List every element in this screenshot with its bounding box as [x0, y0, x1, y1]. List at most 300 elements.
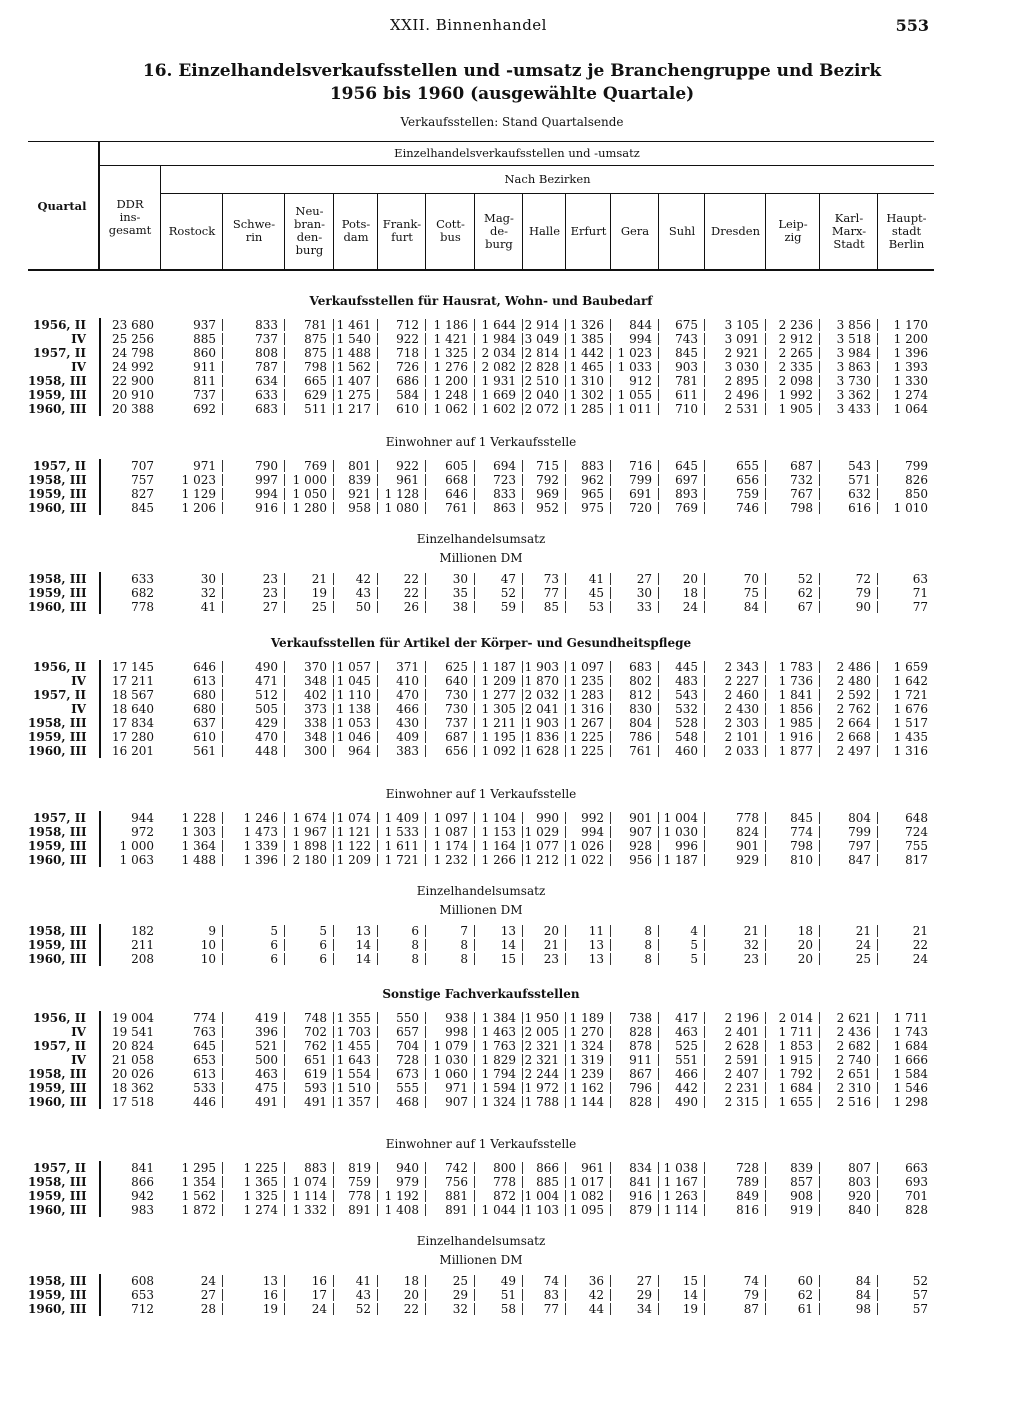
cell-bezirk-value: 1 211 [481, 716, 516, 730]
row-column-divider [425, 1054, 426, 1066]
row-column-divider [877, 1190, 878, 1202]
cell-bezirk-value: 903 [675, 360, 698, 374]
row-column-divider [877, 1082, 878, 1094]
table-row [28, 1039, 934, 1053]
cell-bezirk-value: 1 235 [569, 674, 604, 688]
cell-bezirk-value: 2 921 [724, 346, 759, 360]
row-column-divider [704, 661, 705, 673]
cell-bezirk-value: 1 763 [481, 1039, 516, 1053]
cell-bezirk-value: 1 097 [433, 811, 468, 825]
row-column-divider [333, 661, 334, 673]
cell-bezirk-value: 1 225 [243, 1161, 278, 1175]
header-bezirk-column [224, 193, 284, 269]
table-row [28, 572, 934, 586]
row-quartal: 1960, III [28, 1095, 87, 1109]
cell-bezirk-value: 471 [255, 674, 278, 688]
cell-bezirk-value: 1 004 [663, 811, 698, 825]
cell-bezirk-value: 819 [348, 1161, 371, 1175]
cell-bezirk-value: 1 788 [524, 1095, 559, 1109]
cell-bezirk-value: 911 [629, 1053, 652, 1067]
row-column-divider [522, 587, 523, 599]
row-column-divider [377, 375, 378, 387]
row-column-divider [658, 1204, 659, 1216]
row-column-divider [284, 675, 285, 687]
row-quartal: 1959, III [28, 1288, 87, 1302]
cell-bezirk-value: 21 [743, 924, 759, 938]
row-column-divider [284, 1162, 285, 1174]
row-column-divider [425, 1012, 426, 1024]
row-column-divider [222, 1162, 223, 1174]
cell-ddr-total: 17 211 [112, 674, 154, 688]
cell-bezirk-value: 762 [304, 1039, 327, 1053]
cell-bezirk-value: 743 [675, 332, 698, 346]
row-column-divider [610, 717, 611, 729]
row-column-divider [765, 1054, 766, 1066]
row-divider-quartal [99, 487, 101, 501]
row-column-divider [474, 403, 475, 415]
row-column-divider [377, 587, 378, 599]
row-column-divider [333, 826, 334, 838]
cell-bezirk-value: 2 227 [724, 674, 759, 688]
cell-bezirk-value: 2 040 [524, 388, 559, 402]
cell-bezirk-value: 490 [675, 1095, 698, 1109]
cell-bezirk-value: 30 [452, 572, 468, 586]
table-row [28, 702, 934, 716]
row-column-divider [522, 488, 523, 500]
row-column-divider [222, 953, 223, 965]
cell-bezirk-value: 24 [682, 600, 698, 614]
cell-bezirk-value: 85 [543, 600, 559, 614]
cell-bezirk-value: 911 [193, 360, 216, 374]
cell-bezirk-value: 1 931 [481, 374, 516, 388]
cell-bezirk-value: 1 339 [243, 839, 278, 853]
cell-bezirk-value: 992 [581, 811, 604, 825]
cell-bezirk-value: 2 321 [524, 1039, 559, 1053]
row-column-divider [522, 953, 523, 965]
cell-bezirk-value: 965 [581, 487, 604, 501]
cell-bezirk-value: 23 [743, 952, 759, 966]
row-column-divider [284, 1303, 285, 1315]
row-quartal: 1960, III [28, 1302, 87, 1316]
cell-bezirk-value: 2 321 [524, 1053, 559, 1067]
cell-bezirk-value: 2 664 [836, 716, 871, 730]
cell-bezirk-value: 1 057 [336, 660, 371, 674]
row-column-divider [819, 675, 820, 687]
row-divider-quartal [99, 600, 101, 614]
cell-bezirk-value: 19 [682, 1302, 698, 1316]
row-column-divider [704, 347, 705, 359]
cell-bezirk-value: 1 074 [292, 1175, 327, 1189]
cell-bezirk-value: 32 [743, 938, 759, 952]
cell-bezirk-value: 1 659 [893, 660, 928, 674]
row-column-divider [658, 573, 659, 585]
row-column-divider [522, 1162, 523, 1174]
cell-bezirk-value: 34 [636, 1302, 652, 1316]
row-column-divider [474, 854, 475, 866]
row-column-divider [522, 812, 523, 824]
cell-bezirk-value: 1 546 [893, 1081, 928, 1095]
cell-bezirk-value: 2 407 [724, 1067, 759, 1081]
row-divider-quartal [99, 660, 101, 674]
cell-bezirk-value: 2 762 [836, 702, 871, 716]
row-column-divider [425, 717, 426, 729]
cell-bezirk-value: 1 643 [336, 1053, 371, 1067]
row-column-divider [565, 953, 566, 965]
row-column-divider [284, 745, 285, 757]
row-column-divider [377, 939, 378, 951]
row-divider-quartal [99, 332, 101, 346]
row-column-divider [565, 939, 566, 951]
table-row [28, 1025, 934, 1039]
cell-bezirk-value: 2 310 [836, 1081, 871, 1095]
row-quartal: 1959, III [28, 1189, 87, 1203]
cell-bezirk-value: 640 [445, 674, 468, 688]
row-column-divider [333, 939, 334, 951]
cell-bezirk-value: 971 [445, 1081, 468, 1095]
cell-bezirk-value: 6 [270, 952, 278, 966]
row-column-divider [565, 661, 566, 673]
section-unit: Millionen DM [439, 903, 523, 917]
row-column-divider [377, 840, 378, 852]
table-row [28, 660, 934, 674]
cell-bezirk-value: 789 [736, 1175, 759, 1189]
table-row [28, 332, 934, 346]
cell-ddr-total: 24 798 [112, 346, 154, 360]
table-row [28, 586, 934, 600]
row-column-divider [819, 689, 820, 701]
row-column-divider [425, 1082, 426, 1094]
cell-bezirk-value: 1 114 [292, 1189, 327, 1203]
row-column-divider [765, 840, 766, 852]
header-rule-bottom [28, 269, 934, 271]
cell-bezirk-value: 1 836 [524, 730, 559, 744]
cell-bezirk-value: 2 668 [836, 730, 871, 744]
row-column-divider [284, 1204, 285, 1216]
row-column-divider [610, 375, 611, 387]
cell-bezirk-value: 996 [675, 839, 698, 853]
cell-ddr-total: 983 [131, 1203, 154, 1217]
cell-ddr-total: 944 [131, 811, 154, 825]
cell-bezirk-value: 994 [581, 825, 604, 839]
row-column-divider [610, 703, 611, 715]
row-column-divider [425, 460, 426, 472]
row-column-divider [284, 854, 285, 866]
cell-bezirk-value: 781 [304, 318, 327, 332]
row-column-divider [819, 1190, 820, 1202]
row-quartal: 1959, III [28, 586, 87, 600]
row-column-divider [610, 1303, 611, 1315]
row-column-divider [377, 1082, 378, 1094]
cell-bezirk-value: 961 [396, 473, 419, 487]
cell-bezirk-value: 798 [304, 360, 327, 374]
cell-bezirk-value: 811 [193, 374, 216, 388]
cell-bezirk-value: 1 050 [292, 487, 327, 501]
row-column-divider [222, 731, 223, 743]
cell-bezirk-value: 1 114 [663, 1203, 698, 1217]
cell-bezirk-value: 1 122 [336, 839, 371, 853]
row-column-divider [377, 1040, 378, 1052]
row-column-divider [658, 675, 659, 687]
cell-bezirk-value: 901 [629, 811, 652, 825]
row-column-divider [819, 953, 820, 965]
cell-bezirk-value: 1 856 [778, 702, 813, 716]
cell-bezirk-value: 790 [255, 459, 278, 473]
cell-bezirk-value: 1 711 [778, 1025, 813, 1039]
cell-bezirk-value: 891 [348, 1203, 371, 1217]
row-column-divider [765, 333, 766, 345]
row-column-divider [284, 939, 285, 951]
row-quartal: 1958, III [28, 572, 87, 586]
cell-bezirk-value: 20 [682, 572, 698, 586]
row-column-divider [474, 1068, 475, 1080]
cell-bezirk-value: 885 [193, 332, 216, 346]
cell-bezirk-value: 53 [588, 600, 604, 614]
row-column-divider [425, 573, 426, 585]
cell-bezirk-value: 737 [445, 716, 468, 730]
cell-bezirk-value: 463 [255, 1067, 278, 1081]
row-column-divider [610, 1040, 611, 1052]
row-column-divider [284, 502, 285, 514]
row-column-divider [284, 1096, 285, 1108]
cell-bezirk-value: 6 [319, 952, 327, 966]
cell-bezirk-value: 1 209 [336, 853, 371, 867]
cell-bezirk-value: 2 531 [724, 402, 759, 416]
row-column-divider [610, 587, 611, 599]
cell-ddr-total: 20 388 [112, 402, 154, 416]
row-column-divider [610, 731, 611, 743]
row-column-divider [877, 953, 878, 965]
row-column-divider [377, 1176, 378, 1188]
cell-bezirk-value: 730 [445, 702, 468, 716]
table-row [28, 473, 934, 487]
row-column-divider [658, 953, 659, 965]
row-column-divider [658, 703, 659, 715]
row-column-divider [819, 488, 820, 500]
row-quartal: 1959, III [28, 487, 87, 501]
cell-bezirk-value: 1 029 [524, 825, 559, 839]
row-column-divider [377, 717, 378, 729]
cell-bezirk-value: 1 674 [292, 811, 327, 825]
cell-bezirk-value: 77 [543, 586, 559, 600]
cell-ddr-total: 1 000 [119, 839, 154, 853]
cell-bezirk-value: 1 870 [524, 674, 559, 688]
row-column-divider [765, 1082, 766, 1094]
row-column-divider [658, 661, 659, 673]
cell-bezirk-value: 1 209 [481, 674, 516, 688]
row-column-divider [333, 1054, 334, 1066]
row-column-divider [704, 1068, 705, 1080]
row-column-divider [284, 1289, 285, 1301]
table-row [28, 1302, 934, 1316]
row-column-divider [819, 1026, 820, 1038]
cell-bezirk-value: 1 246 [243, 811, 278, 825]
cell-bezirk-value: 460 [675, 744, 698, 758]
row-column-divider [765, 1012, 766, 1024]
cell-bezirk-value: 839 [348, 473, 371, 487]
row-divider-quartal [99, 730, 101, 744]
table-row [28, 487, 934, 501]
row-column-divider [333, 587, 334, 599]
cell-bezirk-value: 867 [629, 1067, 652, 1081]
cell-bezirk-value: 799 [629, 473, 652, 487]
row-column-divider [658, 403, 659, 415]
row-column-divider [474, 661, 475, 673]
cell-bezirk-value: 956 [629, 853, 652, 867]
cell-bezirk-value: 634 [255, 374, 278, 388]
cell-bezirk-value: 922 [396, 459, 419, 473]
cell-bezirk-value: 43 [355, 1288, 371, 1302]
cell-bezirk-value: 1 104 [481, 811, 516, 825]
row-column-divider [284, 1082, 285, 1094]
cell-bezirk-value: 1 206 [181, 501, 216, 515]
row-column-divider [284, 812, 285, 824]
header-bezirk-column-line: bus [440, 230, 461, 244]
row-column-divider [222, 502, 223, 514]
cell-bezirk-value: 728 [396, 1053, 419, 1067]
row-column-divider [765, 1176, 766, 1188]
table-row [28, 346, 934, 360]
cell-bezirk-value: 613 [193, 674, 216, 688]
cell-bezirk-value: 14 [355, 938, 371, 952]
header-ddr-insgesamt-line: gesamt [108, 222, 152, 237]
cell-bezirk-value: 3 518 [836, 332, 871, 346]
cell-bezirk-value: 1 174 [433, 839, 468, 853]
cell-bezirk-value: 1 326 [569, 318, 604, 332]
cell-bezirk-value: 824 [736, 825, 759, 839]
header-column-divider [522, 193, 523, 271]
row-column-divider [658, 1082, 659, 1094]
row-column-divider [222, 1040, 223, 1052]
header-bezirk-column-line: Dresden [711, 223, 760, 238]
row-column-divider [819, 319, 820, 331]
cell-bezirk-value: 50 [355, 600, 371, 614]
row-column-divider [610, 347, 611, 359]
cell-bezirk-value: 680 [193, 702, 216, 716]
cell-bezirk-value: 8 [411, 952, 419, 966]
section-heading: Verkaufsstellen für Hausrat, Wohn- und Baubedarf [309, 294, 653, 308]
cell-bezirk-value: 1 666 [893, 1053, 928, 1067]
row-column-divider [377, 1012, 378, 1024]
row-column-divider [658, 1275, 659, 1287]
cell-bezirk-value: 1 022 [569, 853, 604, 867]
row-column-divider [819, 1204, 820, 1216]
cell-bezirk-value: 20 [403, 1288, 419, 1302]
row-column-divider [522, 389, 523, 401]
cell-bezirk-value: 2 814 [524, 346, 559, 360]
header-bezirk-column-line: Neu- [295, 204, 324, 218]
row-column-divider [522, 375, 523, 387]
row-column-divider [877, 689, 878, 701]
cell-bezirk-value: 3 730 [836, 374, 871, 388]
cell-bezirk-value: 833 [493, 487, 516, 501]
cell-bezirk-value: 1 829 [481, 1053, 516, 1067]
row-column-divider [474, 840, 475, 852]
header-column-divider [474, 193, 475, 271]
row-column-divider [819, 375, 820, 387]
cell-bezirk-value: 796 [629, 1081, 652, 1095]
cell-bezirk-value: 1 324 [481, 1095, 516, 1109]
cell-bezirk-value: 1 642 [893, 674, 928, 688]
row-column-divider [704, 1176, 705, 1188]
cell-bezirk-value: 883 [304, 1161, 327, 1175]
cell-bezirk-value: 1 187 [481, 660, 516, 674]
cell-bezirk-value: 1 743 [893, 1025, 928, 1039]
row-column-divider [474, 333, 475, 345]
row-column-divider [425, 1275, 426, 1287]
cell-bezirk-value: 875 [304, 332, 327, 346]
row-column-divider [765, 731, 766, 743]
header-column-divider [284, 193, 285, 271]
header-quartal: Quartal [37, 198, 87, 213]
cell-bezirk-value: 655 [736, 459, 759, 473]
row-column-divider [377, 389, 378, 401]
row-column-divider [704, 1303, 705, 1315]
row-column-divider [877, 319, 878, 331]
row-column-divider [377, 1068, 378, 1080]
row-column-divider [425, 1176, 426, 1188]
row-column-divider [610, 502, 611, 514]
row-column-divider [425, 1040, 426, 1052]
row-column-divider [222, 925, 223, 937]
row-column-divider [704, 745, 705, 757]
row-divider-quartal [99, 1274, 101, 1288]
cell-bezirk-value: 1 602 [481, 402, 516, 416]
row-column-divider [377, 601, 378, 613]
cell-bezirk-value: 27 [262, 600, 278, 614]
row-quartal: 1958, III [28, 924, 87, 938]
row-column-divider [704, 703, 705, 715]
cell-bezirk-value: 548 [675, 730, 698, 744]
cell-bezirk-value: 1 628 [524, 744, 559, 758]
row-column-divider [377, 745, 378, 757]
cell-bezirk-value: 1 232 [433, 853, 468, 867]
header-bezirk-column [427, 193, 474, 269]
cell-bezirk-value: 629 [304, 388, 327, 402]
cell-bezirk-value: 656 [445, 744, 468, 758]
row-column-divider [565, 1162, 566, 1174]
row-column-divider [222, 717, 223, 729]
cell-bezirk-value: 798 [790, 839, 813, 853]
cell-bezirk-value: 1 026 [569, 839, 604, 853]
row-column-divider [765, 389, 766, 401]
table-row [28, 1203, 934, 1217]
header-ddr-insgesamt-line: DDR [116, 196, 144, 211]
row-column-divider [425, 925, 426, 937]
row-column-divider [565, 1096, 566, 1108]
row-column-divider [522, 745, 523, 757]
row-column-divider [284, 717, 285, 729]
row-column-divider [333, 840, 334, 852]
row-column-divider [333, 812, 334, 824]
cell-bezirk-value: 687 [445, 730, 468, 744]
cell-bezirk-value: 24 [311, 1302, 327, 1316]
row-column-divider [565, 731, 566, 743]
table-row [28, 1053, 934, 1067]
row-column-divider [704, 488, 705, 500]
row-column-divider [658, 840, 659, 852]
row-column-divider [658, 319, 659, 331]
header-column-divider [877, 193, 878, 271]
row-quartal: 1959, III [28, 938, 87, 952]
cell-bezirk-value: 373 [304, 702, 327, 716]
header-column-divider [819, 193, 820, 271]
row-column-divider [522, 1303, 523, 1315]
row-divider-quartal [99, 811, 101, 825]
row-column-divider [425, 1204, 426, 1216]
row-column-divider [333, 689, 334, 701]
row-column-divider [474, 502, 475, 514]
row-column-divider [704, 812, 705, 824]
